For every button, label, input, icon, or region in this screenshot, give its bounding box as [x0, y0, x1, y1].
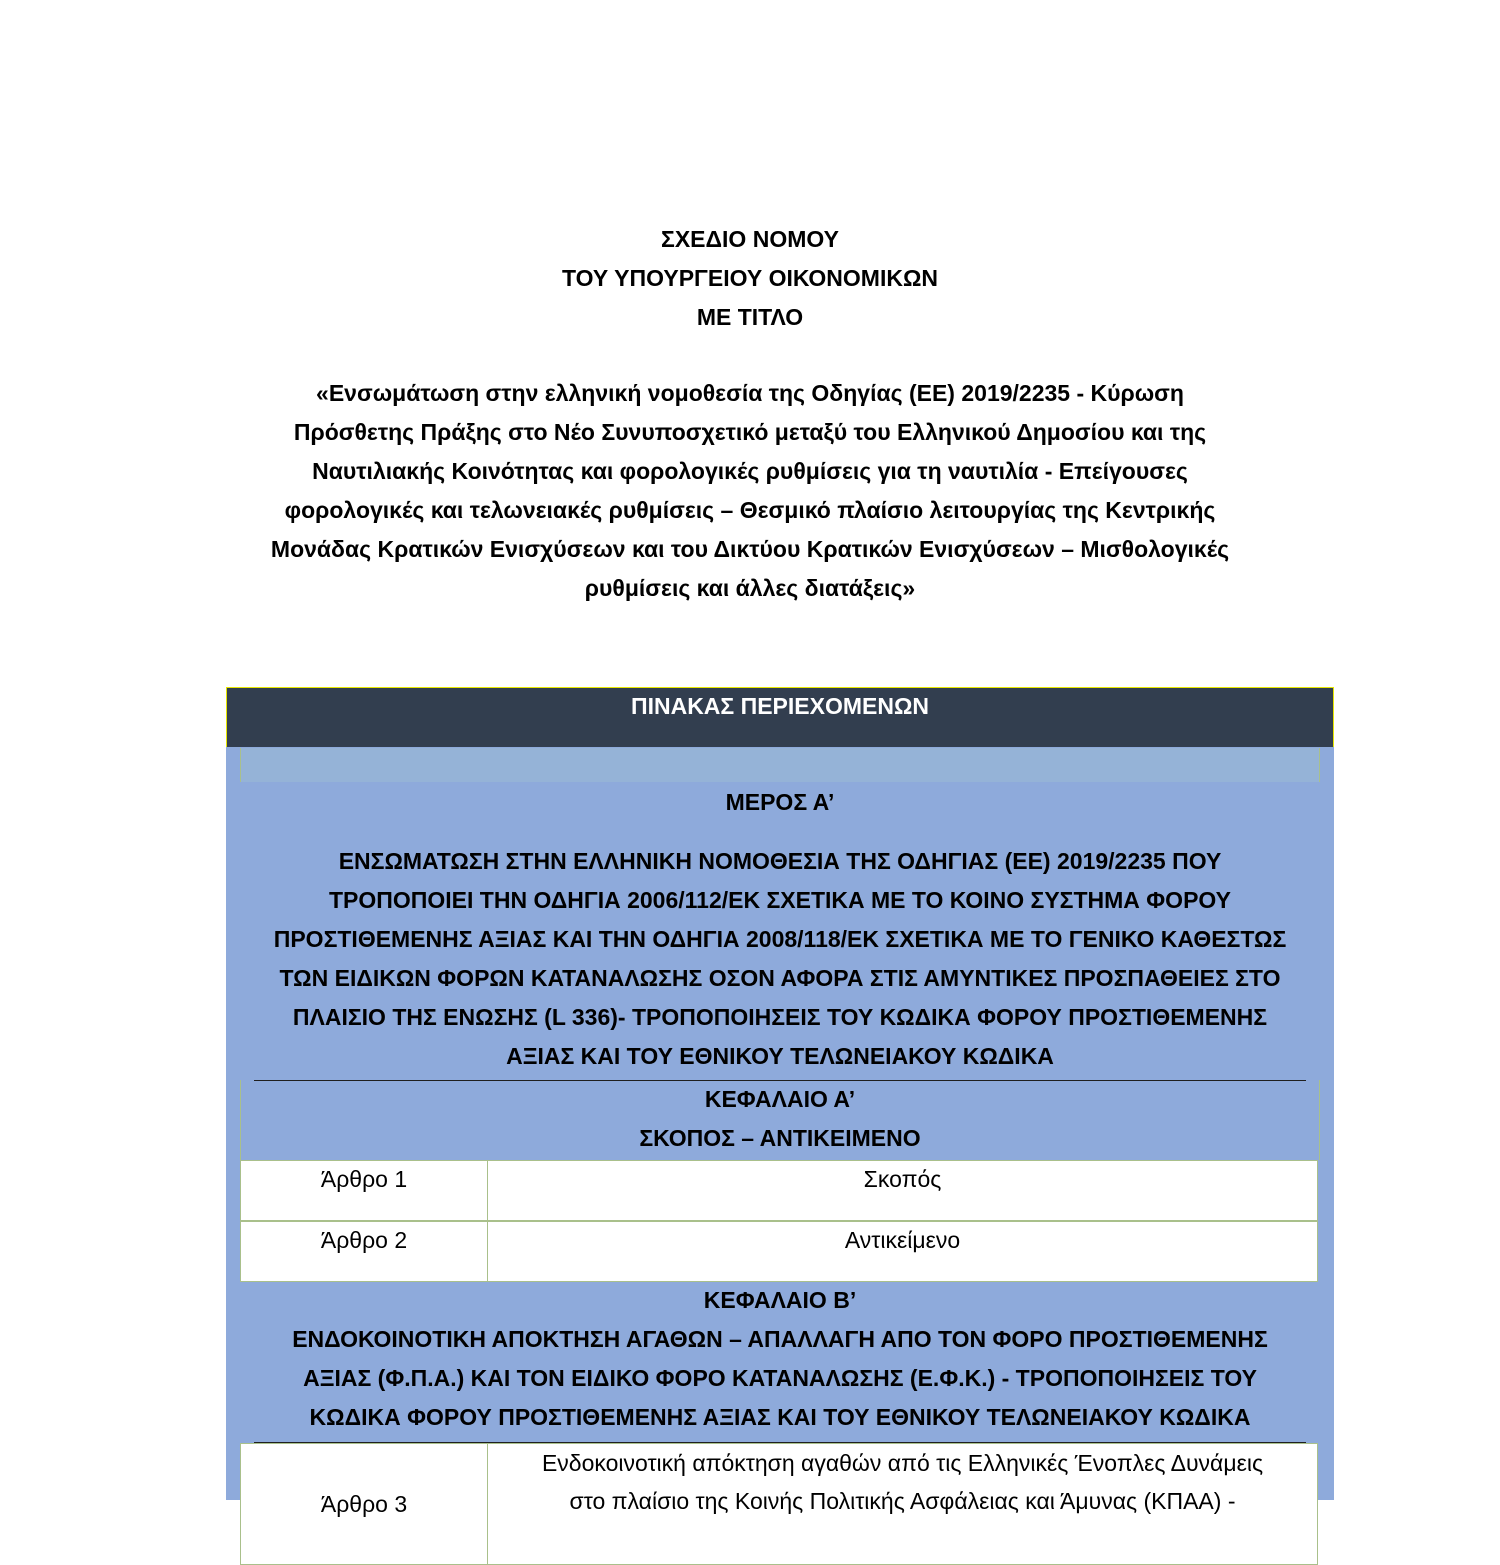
- bill-title-line: Ναυτιλιακής Κοινότητας και φορολογικές ρυθμίσεις για τη ναυτιλία - Επείγουσες: [312, 458, 1188, 484]
- part-a-title-line: ΤΡΟΠΟΠΟΙΕΙ ΤΗΝ ΟΔΗΓΙΑ 2006/112/ΕΚ ΣΧΕΤΙΚΑ ΜΕ ΤΟ ΚΟΙΝΟ ΣΥΣΤΗΜΑ ΦΟΡΟΥ: [329, 887, 1231, 913]
- article-title-line: στο πλαίσιο της Κοινής Πολιτικής Ασφάλειας και Άμυνας (ΚΠΑΑ) -: [569, 1488, 1236, 1514]
- part-a-section: [240, 783, 1320, 1076]
- part-a-title-line: ΕΝΣΩΜΑΤΩΣΗ ΣΤΗΝ ΕΛΛΗΝΙΚΗ ΝΟΜΟΘΕΣΙΑ ΤΗΣ ΟΔΗΓΙΑΣ (ΕΕ) 2019/2235 ΠΟΥ: [338, 848, 1222, 874]
- chapter-b-heading: [240, 1281, 1320, 1437]
- header-line-3: ΜΕ ΤΙΤΛΟ: [696, 304, 804, 330]
- chapter-a-title: ΣΚΟΠΟΣ – ΑΝΤΙΚΕΙΜΕΝΟ: [639, 1125, 921, 1151]
- chapter-a-heading: [240, 1080, 1320, 1160]
- part-a-title-line: ΠΡΟΣΤΙΘΕΜΕΝΗΣ ΑΞΙΑΣ ΚΑΙ ΤΗΝ ΟΔΗΓΙΑ 2008/118/ΕΚ ΣΧΕΤΙΚΑ ΜΕ ΤΟ ΓΕΝΙΚΟ ΚΑΘΕΣΤΩΣ: [273, 926, 1287, 952]
- article-title-line: Ενδοκοινοτική απόκτηση αγαθών από τις Ελληνικές Ένοπλες Δυνάμεις: [541, 1450, 1264, 1476]
- article-title: [488, 1444, 1317, 1564]
- toc-row-article-1[interactable]: [240, 1160, 1318, 1221]
- document-header: [0, 220, 1500, 337]
- part-a-title-line: ΑΞΙΑΣ ΚΑΙ ΤΟΥ ΕΘΝΙΚΟΥ ΤΕΛΩΝΕΙΑΚΟΥ ΚΩΔΙΚΑ: [506, 1043, 1054, 1069]
- header-line-2: ΤΟΥ ΥΠΟΥΡΓΕΙΟΥ ΟΙΚΟΝΟΜΙΚΩΝ: [561, 265, 939, 291]
- article-title: Σκοπός: [863, 1166, 942, 1192]
- chapter-b-title-line: ΚΩΔΙΚΑ ΦΟΡΟΥ ΠΡΟΣΤΙΘΕΜΕΝΗΣ ΑΞΙΑΣ ΚΑΙ ΤΟΥ ΕΘΝΙΚΟΥ ΤΕΛΩΝΕΙΑΚΟΥ ΚΩΔΙΚΑ: [309, 1404, 1251, 1430]
- bill-title-line: φορολογικές και τελωνειακές ρυθμίσεις – Θεσμικό πλαίσιο λειτουργίας της Κεντρικής: [284, 497, 1216, 523]
- toc-row-article-2[interactable]: [240, 1221, 1318, 1282]
- toc-heading: ΠΙΝΑΚΑΣ ΠΕΡΙΕΧΟΜΕΝΩΝ: [226, 687, 1334, 747]
- article-number: Άρθρο 3: [241, 1444, 488, 1564]
- chapter-a-label: ΚΕΦΑΛΑΙΟ Α’: [704, 1086, 856, 1112]
- bill-title-line: Πρόσθετης Πράξης στο Νέο Συνυποσχετικό μεταξύ του Ελληνικού Δημοσίου και της: [293, 419, 1207, 445]
- part-a-title-line: ΤΩΝ ΕΙΔΙΚΩΝ ΦΟΡΩΝ ΚΑΤΑΝΑΛΩΣΗΣ ΟΣΟΝ ΑΦΟΡΑ ΣΤΙΣ ΑΜΥΝΤΙΚΕΣ ΠΡΟΣΠΑΘΕΙΕΣ ΣΤΟ: [279, 965, 1281, 991]
- chapter-b-title-line: ΕΝΔΟΚΟΙΝΟΤΙΚΗ ΑΠΟΚΤΗΣΗ ΑΓΑΘΩΝ – ΑΠΑΛΛΑΓΗ ΑΠΟ ΤΟΝ ΦΟΡΟ ΠΡΟΣΤΙΘΕΜΕΝΗΣ: [292, 1326, 1268, 1352]
- bill-title-line: ρυθμίσεις και άλλες διατάξεις»: [584, 575, 916, 601]
- part-a-title-line: ΠΛΑΙΣΙΟ ΤΗΣ ΕΝΩΣΗΣ (L 336)- ΤΡΟΠΟΠΟΙΗΣΕΙΣ ΤΟΥ ΚΩΔΙΚΑ ΦΟΡΟΥ ΠΡΟΣΤΙΘΕΜΕΝΗΣ: [292, 1004, 1268, 1030]
- chapter-b-label: ΚΕΦΑΛΑΙΟ Β’: [703, 1287, 857, 1313]
- toc-row-article-3[interactable]: [240, 1443, 1318, 1565]
- toc-spacer-row: [240, 748, 1320, 782]
- bill-title: [235, 374, 1265, 608]
- article-title: Αντικείμενο: [844, 1227, 961, 1253]
- header-line-1: ΣΧΕΔΙΟ ΝΟΜΟΥ: [661, 226, 839, 252]
- part-a-label: ΜΕΡΟΣ Α’: [725, 789, 835, 815]
- article-number: Άρθρο 1: [241, 1161, 488, 1220]
- bill-title-line: Μονάδας Κρατικών Ενισχύσεων και του Δικτύου Κρατικών Ενισχύσεων – Μισθολογικές: [270, 536, 1230, 562]
- bill-title-line: «Ενσωμάτωση στην ελληνική νομοθεσία της Οδηγίας (ΕΕ) 2019/2235 - Κύρωση: [316, 380, 1184, 406]
- article-number: Άρθρο 2: [241, 1222, 488, 1281]
- table-of-contents: [226, 687, 1334, 1517]
- chapter-b-title-line: ΑΞΙΑΣ (Φ.Π.Α.) ΚΑΙ ΤΟΝ ΕΙΔΙΚΟ ΦΟΡΟ ΚΑΤΑΝΑΛΩΣΗΣ (Ε.Φ.Κ.) - ΤΡΟΠΟΠΟΙΗΣΕΙΣ ΤΟΥ: [303, 1365, 1257, 1391]
